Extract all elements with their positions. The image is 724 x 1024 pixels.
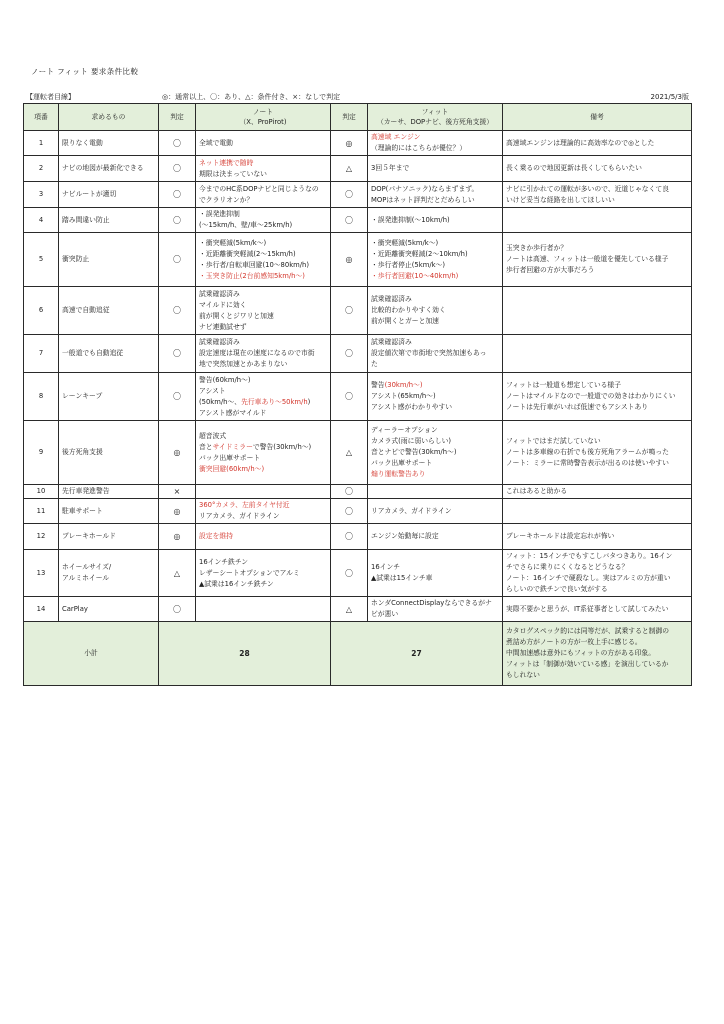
remarks-line: ナビに引かれての運転が多いので、近道じゃなくて良 [506, 184, 669, 193]
row-item [59, 597, 159, 622]
summary-remark-line: 煮詰め方がノートの方が一枚上手に感じる。 [506, 638, 642, 646]
row-item-line: 後方死角支援 [62, 448, 103, 456]
note-detail [196, 182, 331, 208]
header-note-grade: （X、ProPirot) [239, 118, 287, 126]
fit-detail-line: DOP(パナソニック)ならまずまず。 [371, 184, 479, 193]
remarks-line: 歩行者回避の方が大事だろう [506, 266, 595, 274]
row-item [59, 499, 159, 524]
note-detail [196, 485, 331, 499]
row-item [59, 373, 159, 421]
fit-detail-line: ・誤発進抑制(〜10km/h) [371, 215, 450, 224]
note-detail-line: 試乗確認済み [199, 289, 240, 298]
row-number: 3 [24, 182, 59, 208]
note-detail [196, 208, 331, 233]
table-row [24, 131, 692, 156]
summary-remark-line: カタログスペック的には同等だが、試乗すると制御の [506, 627, 670, 635]
remarks-line: フィットではまだ試していない [506, 437, 601, 445]
header-fit-grade: （カーサ、DOPナビ、後方死角支援） [376, 118, 494, 126]
table-row [24, 499, 692, 524]
fit-detail-line: カメラ式(雨に弱いらしい) [371, 437, 452, 445]
fit-detail-line: アシスト感がわかりやすい [371, 403, 453, 411]
fit-detail [368, 597, 503, 622]
note-judgement: ◎ [159, 524, 196, 550]
note-detail-line: ・近距離衝突軽減(2〜15km/h) [199, 249, 296, 258]
note-detail-line: レザーシートオプションでアルミ [199, 568, 300, 577]
remarks [503, 499, 692, 524]
row-item-line: ブレーキホールド [62, 532, 116, 540]
note-detail-line [199, 397, 327, 408]
remarks [503, 287, 692, 335]
fit-judgement: ◎ [331, 233, 368, 287]
fit-detail-line: 高速域 エンジン [371, 133, 421, 141]
fit-judgement: 〇 [331, 182, 368, 208]
row-item-line: ホイールサイズ/ [62, 563, 112, 571]
summary-row [24, 622, 692, 686]
fit-detail [368, 156, 503, 182]
note-detail [196, 524, 331, 550]
remarks-line: ノート：ミラーに常時警告表示が出るのは使いやすい [506, 459, 669, 467]
document-header-line [23, 90, 691, 101]
summary-fit-total: 27 [331, 622, 503, 686]
note-judgement: 〇 [159, 233, 196, 287]
note-detail-line: ・誤発進抑制 [199, 210, 240, 218]
row-number: 11 [24, 499, 59, 524]
note-detail-segment: サイドミラー [212, 442, 253, 451]
row-item-line: 一般道でも自動追従 [62, 349, 124, 357]
fit-detail [368, 499, 503, 524]
row-item-line: CarPlay [62, 604, 88, 613]
summary-note-total: 28 [159, 622, 331, 686]
note-detail-line: マイルドに効く [199, 300, 247, 309]
remarks-line: 玉突きか歩行者か？ [506, 244, 568, 252]
fit-detail-line: バック出庫サポート [371, 459, 433, 467]
note-detail [196, 597, 331, 622]
table-header-row [24, 104, 692, 131]
row-number: 14 [24, 597, 59, 622]
remarks-line: これはあると助かる [506, 487, 568, 495]
row-item-line: 高速で自動追従 [62, 306, 110, 314]
fit-detail-line: 音とナビで警告(30km/h〜) [371, 448, 457, 456]
note-detail-line: リアカメラ、ガイドライン [199, 512, 280, 520]
note-detail-line: でクラリオンか？ [199, 195, 254, 204]
remarks-line: ノートは高速、フィットは一般道を優先している様子 [506, 255, 669, 263]
row-number: 1 [24, 131, 59, 156]
section-label: 【運転者目線】 [26, 93, 75, 101]
table-row [24, 524, 692, 550]
fit-detail-line: 比較的わかりやすく効く [371, 306, 446, 314]
remarks-line: ノートは多車線の右折でも後方死角アラームが鳴った [506, 448, 669, 456]
fit-detail-line: ビが悪い [371, 610, 399, 618]
row-number: 9 [24, 421, 59, 485]
note-detail [196, 335, 331, 373]
remarks-line: チでさらに乗りにくくなるとどうなる？ [506, 563, 629, 571]
note-detail-line: 360°カメラ、左前タイヤ付近 [199, 501, 290, 509]
row-number: 8 [24, 373, 59, 421]
header-fit-judge: 判定 [331, 104, 368, 131]
note-detail-segment: ) [307, 397, 311, 406]
fit-detail-line: ・歩行者停止(5km/k〜) [371, 260, 445, 269]
fit-judgement: △ [331, 421, 368, 485]
row-item [59, 421, 159, 485]
note-detail-line: ・歩行者/自転車回避(10〜80km/h) [199, 260, 310, 269]
row-item [59, 233, 159, 287]
row-item [59, 182, 159, 208]
row-number: 6 [24, 287, 59, 335]
note-judgement: × [159, 485, 196, 499]
table-body [24, 131, 692, 622]
fit-judgement: 〇 [331, 499, 368, 524]
remarks [503, 208, 692, 233]
fit-detail [368, 524, 503, 550]
fit-detail [368, 485, 503, 499]
note-judgement: 〇 [159, 182, 196, 208]
remarks-line: ブレーキホールドは設定忘れが怖い [506, 532, 615, 540]
remarks [503, 131, 692, 156]
note-judgement: ◎ [159, 499, 196, 524]
header-note-name: ノート [252, 108, 274, 116]
table-row [24, 208, 692, 233]
remarks [503, 182, 692, 208]
note-judgement: 〇 [159, 208, 196, 233]
remarks-line: ノートは先行車がいれば低速でもアシストあり [506, 403, 649, 411]
fit-judgement: 〇 [331, 287, 368, 335]
note-detail [196, 499, 331, 524]
table-row [24, 182, 692, 208]
note-judgement: 〇 [159, 156, 196, 182]
remarks [503, 597, 692, 622]
fit-judgement: 〇 [331, 524, 368, 550]
fit-detail-line: （理論的にはこちらが優位？） [371, 144, 467, 152]
fit-judgement: 〇 [331, 335, 368, 373]
version-label: 2021/5/3版 [650, 93, 689, 101]
note-judgement: ◎ [159, 421, 196, 485]
fit-detail-line: ディーラーオプション [371, 426, 438, 434]
note-detail-line: ネット連携で随時 [199, 158, 254, 167]
note-detail-line: 前が開くとジワリと加速 [199, 311, 274, 320]
remarks [503, 156, 692, 182]
document-title: ノート フィット 要求条件比較 [31, 67, 139, 76]
row-item [59, 550, 159, 597]
fit-judgement: 〇 [331, 208, 368, 233]
note-detail-line: 設定を維持 [199, 532, 233, 540]
header-note-judge: 判定 [159, 104, 196, 131]
fit-detail [368, 550, 503, 597]
fit-detail-segment: 警告 [371, 381, 385, 389]
fit-detail-line: エンジン始動毎に設定 [371, 532, 439, 540]
row-item [59, 131, 159, 156]
note-judgement: 〇 [159, 373, 196, 421]
note-detail-line: 超音波式 [199, 431, 227, 440]
note-detail [196, 550, 331, 597]
summary-remark-line: 中間加速感は意外にもフィットの方がある印象。 [506, 649, 655, 657]
row-number: 13 [24, 550, 59, 597]
row-number: 7 [24, 335, 59, 373]
note-detail-line: 衝突回避(60km/h〜) [199, 464, 265, 473]
remarks-line: ノートはマイルドなので一般道での効きはわかりにくい [506, 392, 676, 400]
row-item-line: レーンキープ [62, 392, 103, 400]
row-item [59, 524, 159, 550]
summary-remark-line: フィットは「制御が効いている感」を演出しているか [506, 660, 669, 668]
row-number: 5 [24, 233, 59, 287]
note-detail-segment: で警告(30km/h〜) [252, 442, 312, 451]
header-fit [368, 104, 503, 131]
table-row [24, 335, 692, 373]
comparison-table [23, 103, 692, 686]
note-detail-line: 地で突然加速とかあまりない [199, 360, 288, 368]
note-detail-line: アシスト感がマイルド [199, 408, 267, 417]
row-number: 4 [24, 208, 59, 233]
note-detail-line: 設定速度は現在の速度になるので市街 [199, 349, 315, 357]
remarks-line: フィットは一般道も想定している様子 [506, 381, 622, 389]
note-detail [196, 287, 331, 335]
table-row [24, 597, 692, 622]
row-item-line: 踏み間違い防止 [62, 215, 110, 224]
row-item [59, 335, 159, 373]
note-judgement: 〇 [159, 287, 196, 335]
fit-detail [368, 287, 503, 335]
row-item-line: 先行車発進警告 [62, 487, 110, 495]
table-row [24, 287, 692, 335]
fit-judgement: 〇 [331, 485, 368, 499]
note-detail-line: ・衝突軽減(5km/k〜) [199, 238, 267, 247]
note-detail [196, 421, 331, 485]
fit-detail-line: 3回５年まで [371, 164, 410, 172]
remarks [503, 524, 692, 550]
fit-detail-line: MOPはネット評判だとだめらしい [371, 195, 475, 204]
note-detail [196, 373, 331, 421]
fit-judgement: 〇 [331, 373, 368, 421]
row-item [59, 208, 159, 233]
row-item-line: 限りなく電動 [62, 138, 103, 147]
table-row [24, 156, 692, 182]
row-number: 10 [24, 485, 59, 499]
note-detail [196, 156, 331, 182]
row-number: 2 [24, 156, 59, 182]
summary-label: 小計 [24, 622, 159, 686]
remarks [503, 373, 692, 421]
row-item-line: 駐車サポート [62, 506, 103, 515]
summary-remarks [503, 622, 692, 686]
note-detail-line: 今までのHC系DOPナビと同じようなの [199, 184, 319, 193]
remarks [503, 335, 692, 373]
fit-detail-line: た [371, 360, 378, 368]
remarks-line: 長く乗るので地図更新は長くしてもらいたい [506, 164, 642, 172]
header-no: 項番 [24, 104, 59, 131]
note-detail-line: 試乗確認済み [199, 338, 240, 346]
remarks [503, 233, 692, 287]
fit-detail [368, 208, 503, 233]
note-detail [196, 233, 331, 287]
fit-judgement: ◎ [331, 131, 368, 156]
remarks [503, 485, 692, 499]
remarks-line: 実際不要かと思うが、IT系従事者として試してみたい [506, 604, 669, 613]
header-fit-name: フィット [421, 108, 449, 116]
note-detail-line: (〜15km/h、壁/車〜25km/h) [199, 221, 293, 229]
remarks-line: フィット：15インチでもすこしバタつきあり。16イン [506, 552, 673, 560]
note-judgement: 〇 [159, 597, 196, 622]
fit-detail [368, 335, 503, 373]
note-detail-line: 警告(60km/h〜) [199, 375, 251, 384]
note-detail-line: 期限は決まっていない [199, 169, 267, 178]
fit-detail [368, 373, 503, 421]
note-detail-segment: 先行車あり〜50km/h [241, 397, 308, 406]
remarks [503, 550, 692, 597]
row-number: 12 [24, 524, 59, 550]
remarks-line: ノート：16インチで硬殺なし。実はアルミの方が重い [506, 574, 671, 582]
header-note [196, 104, 331, 131]
fit-detail [368, 421, 503, 485]
fit-detail-segment: (30km/h〜) [384, 381, 423, 389]
fit-detail-line: 試乗確認済み [371, 338, 412, 346]
note-detail-line: バック出庫サポート [199, 453, 261, 462]
fit-detail-line: ・衝突軽減(5km/k〜) [371, 238, 439, 247]
judgement-legend: ◎：通常以上、〇：あり、△：条件付き、×：なしで判定 [162, 93, 341, 101]
row-item-line: ナビの地図が最新化できる [62, 164, 144, 172]
fit-detail-line: ・歩行者回避(10〜40km/h) [371, 271, 459, 280]
fit-detail-line: ・近距離衝突軽減(2〜10km/h) [371, 249, 468, 258]
note-judgement: 〇 [159, 335, 196, 373]
fit-detail-line: 前が開くとガーと加速 [371, 317, 439, 325]
note-detail-segment: (50km/h〜、 [199, 397, 242, 406]
summary-remark-line: もしれない [506, 671, 540, 679]
row-item-line: 衝突防止 [62, 255, 90, 263]
note-detail [196, 131, 331, 156]
fit-detail-line: リアカメラ、ガイドライン [371, 506, 452, 515]
fit-detail [368, 233, 503, 287]
note-detail-segment: 音と [199, 442, 213, 451]
fit-detail-line: 16インチ [371, 563, 401, 571]
note-judgement: △ [159, 550, 196, 597]
table-row [24, 485, 692, 499]
header-item: 求めるもの [59, 104, 159, 131]
note-detail-line: 16インチ鉄チン [199, 557, 249, 566]
row-item [59, 287, 159, 335]
fit-judgement: 〇 [331, 550, 368, 597]
note-detail-line: ・玉突き防止(2台前感知5km/h〜) [199, 271, 305, 280]
table-row [24, 373, 692, 421]
row-item-line: ナビルートが適切 [62, 190, 117, 198]
fit-detail-line: ▲試乗は15インチ車 [371, 574, 433, 582]
note-judgement: 〇 [159, 131, 196, 156]
table-row [24, 550, 692, 597]
note-detail-line: ▲試乗は16インチ鉄チン [199, 579, 274, 588]
fit-judgement: △ [331, 156, 368, 182]
note-detail-line: アシスト [199, 386, 226, 395]
remarks-line: いけど妥当な経路を出してほしいい [506, 195, 615, 204]
row-item-line: アルミホイール [62, 574, 110, 582]
note-detail-line [199, 442, 327, 453]
header-remarks: 備考 [503, 104, 692, 131]
row-item [59, 156, 159, 182]
fit-detail [368, 131, 503, 156]
fit-detail-line: 試乗確認済み [371, 295, 412, 303]
table-row [24, 421, 692, 485]
fit-detail-line [371, 380, 499, 391]
fit-detail-line: 設定値次第で市街地で突然加速もあっ [371, 349, 487, 357]
fit-detail-line: ホンダConnectDisplayならできるがナ [371, 599, 492, 607]
remarks [503, 421, 692, 485]
fit-detail-line: 煽り運転警告あり [371, 470, 426, 478]
remarks-line: 高速域エンジンは理論的に高効率なので◎とした [506, 138, 655, 147]
fit-detail-line: アシスト(65km/h〜) [371, 392, 436, 400]
fit-detail [368, 182, 503, 208]
note-detail-line: ナビ連動試せず [199, 322, 247, 331]
remarks-line: らしいので鉄チンで良い気がする [506, 585, 608, 593]
table-row [24, 233, 692, 287]
row-item [59, 485, 159, 499]
fit-judgement: △ [331, 597, 368, 622]
note-detail-line: 全域で電動 [199, 138, 233, 147]
